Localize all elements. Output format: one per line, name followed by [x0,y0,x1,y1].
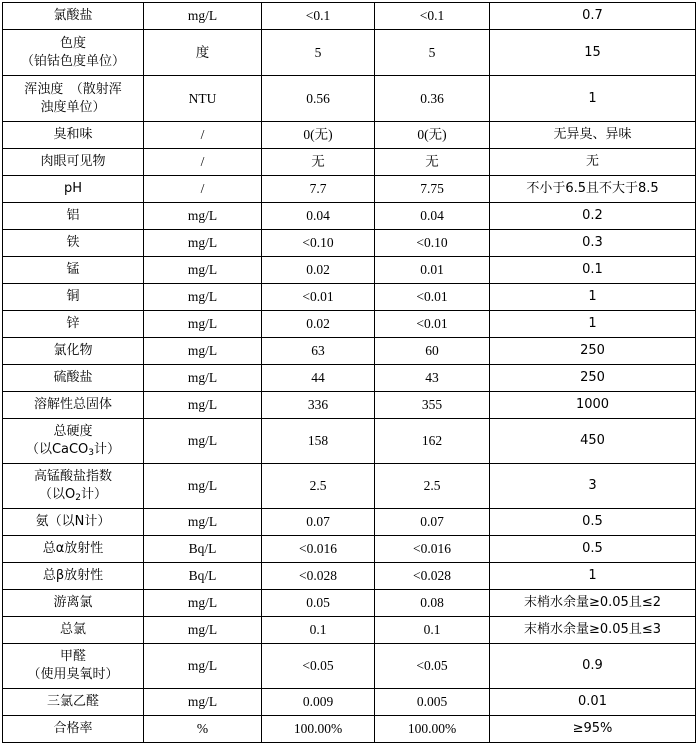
unit-cell: mg/L [144,509,262,536]
parameter-name: pH [3,176,144,203]
value-cell: <0.028 [375,563,490,590]
limit-cell: 0.9 [490,644,696,689]
limit-cell: 0.5 [490,536,696,563]
parameter-name: 三氯乙醛 [3,689,144,716]
table-row [3,536,696,563]
value-cell: 0.56 [262,76,375,122]
value-cell: <0.05 [262,644,375,689]
unit-cell: mg/L [144,365,262,392]
value-cell: 2.5 [375,464,490,509]
value-cell: <0.05 [375,644,490,689]
limit-cell: 0.1 [490,257,696,284]
value-cell: 0.04 [375,203,490,230]
unit-cell: mg/L [144,311,262,338]
value-cell: 63 [262,338,375,365]
unit-cell: mg/L [144,590,262,617]
value-cell: 7.75 [375,176,490,203]
value-cell: 0.009 [262,689,375,716]
value-cell: <0.016 [262,536,375,563]
unit-cell: mg/L [144,338,262,365]
value-cell: 无 [375,149,490,176]
unit-cell: / [144,122,262,149]
value-cell: <0.1 [262,3,375,30]
value-cell: 0(无) [375,122,490,149]
table-row [3,311,696,338]
parameter-name: 总硬度 （以CaCO$_3$计） [3,419,144,464]
unit-cell: mg/L [144,257,262,284]
parameter-name: 游离氯 [3,590,144,617]
table-row [3,176,696,203]
limit-cell: 不小于6.5且不大于8.5 [490,176,696,203]
value-cell: 0.1 [262,617,375,644]
limit-cell: 0.2 [490,203,696,230]
parameter-name: 肉眼可见物 [3,149,144,176]
limit-cell: 0.5 [490,509,696,536]
value-cell: <0.10 [262,230,375,257]
parameter-name: 铁 [3,230,144,257]
table-row [3,149,696,176]
value-cell: 0.02 [262,311,375,338]
value-cell: <0.1 [375,3,490,30]
table-row [3,617,696,644]
unit-cell: mg/L [144,3,262,30]
unit-cell: mg/L [144,689,262,716]
parameter-name: 氯酸盐 [3,3,144,30]
limit-cell: 无异臭、异味 [490,122,696,149]
parameter-name: 总氯 [3,617,144,644]
parameter-name: 总α放射性 [3,536,144,563]
table-row [3,338,696,365]
value-cell: 0.005 [375,689,490,716]
unit-cell: mg/L [144,617,262,644]
parameter-name: 合格率 [3,716,144,743]
value-cell: 0(无) [262,122,375,149]
parameter-name: 硫酸盐 [3,365,144,392]
limit-cell: 1 [490,311,696,338]
limit-cell: 末梢水余量≥0.05且≤3 [490,617,696,644]
table-row [3,257,696,284]
value-cell: <0.01 [375,284,490,311]
value-cell: 0.05 [262,590,375,617]
parameter-name: 氨（以N计） [3,509,144,536]
value-cell: 5 [375,30,490,76]
limit-cell: 1 [490,76,696,122]
table-row [3,590,696,617]
limit-cell: 3 [490,464,696,509]
table-row [3,689,696,716]
value-cell: <0.028 [262,563,375,590]
unit-cell: Bq/L [144,563,262,590]
limit-cell: 无 [490,149,696,176]
value-cell: <0.01 [375,311,490,338]
unit-cell: Bq/L [144,536,262,563]
limit-cell: 450 [490,419,696,464]
unit-cell: mg/L [144,644,262,689]
table-row [3,419,696,464]
value-cell: 无 [262,149,375,176]
value-cell: 7.7 [262,176,375,203]
unit-cell: mg/L [144,464,262,509]
limit-cell: 0.3 [490,230,696,257]
parameter-name: 铜 [3,284,144,311]
table-row [3,716,696,743]
parameter-name: 铝 [3,203,144,230]
table-row [3,203,696,230]
table-row [3,644,696,689]
value-cell: 100.00% [375,716,490,743]
limit-cell: 250 [490,338,696,365]
value-cell: <0.016 [375,536,490,563]
water-quality-table [2,2,696,743]
table-row [3,284,696,311]
parameter-name: 溶解性总固体 [3,392,144,419]
limit-cell: 0.01 [490,689,696,716]
value-cell: <0.10 [375,230,490,257]
unit-cell: mg/L [144,419,262,464]
value-cell: 336 [262,392,375,419]
limit-cell: 0.7 [490,3,696,30]
value-cell: 158 [262,419,375,464]
value-cell: 2.5 [262,464,375,509]
unit-cell: mg/L [144,230,262,257]
table-row [3,30,696,76]
parameter-name: 色度 （铂钴色度单位） [3,30,144,76]
table-row [3,464,696,509]
value-cell: 0.08 [375,590,490,617]
parameter-name: 锰 [3,257,144,284]
table-row [3,76,696,122]
value-cell: 355 [375,392,490,419]
parameter-name: 锌 [3,311,144,338]
unit-cell: % [144,716,262,743]
value-cell: 0.01 [375,257,490,284]
unit-cell: 度 [144,30,262,76]
parameter-name: 高锰酸盐指数 （以$O_2$计） [3,464,144,509]
value-cell: 0.02 [262,257,375,284]
value-cell: 0.1 [375,617,490,644]
unit-cell: NTU [144,76,262,122]
value-cell: 0.07 [262,509,375,536]
unit-cell: mg/L [144,284,262,311]
parameter-name: 总β放射性 [3,563,144,590]
value-cell: 44 [262,365,375,392]
limit-cell: 1 [490,563,696,590]
parameter-name: 浑浊度 （散射浑 浊度单位） [3,76,144,122]
parameter-name: 氯化物 [3,338,144,365]
value-cell: 0.04 [262,203,375,230]
value-cell: <0.01 [262,284,375,311]
table-row [3,509,696,536]
table-row [3,230,696,257]
table-row [3,3,696,30]
value-cell: 162 [375,419,490,464]
limit-cell: 1 [490,284,696,311]
table-row [3,365,696,392]
value-cell: 0.07 [375,509,490,536]
value-cell: 60 [375,338,490,365]
unit-cell: mg/L [144,392,262,419]
table-row [3,122,696,149]
parameter-name: 臭和味 [3,122,144,149]
parameter-name: 甲醛 （使用臭氧时） [3,644,144,689]
table-row [3,563,696,590]
unit-cell: / [144,176,262,203]
limit-cell: ≥95% [490,716,696,743]
limit-cell: 250 [490,365,696,392]
unit-cell: / [144,149,262,176]
value-cell: 0.36 [375,76,490,122]
value-cell: 100.00% [262,716,375,743]
value-cell: 43 [375,365,490,392]
unit-cell: mg/L [144,203,262,230]
table-row [3,392,696,419]
value-cell: 5 [262,30,375,76]
limit-cell: 1000 [490,392,696,419]
limit-cell: 末梢水余量≥0.05且≤2 [490,590,696,617]
limit-cell: 15 [490,30,696,76]
